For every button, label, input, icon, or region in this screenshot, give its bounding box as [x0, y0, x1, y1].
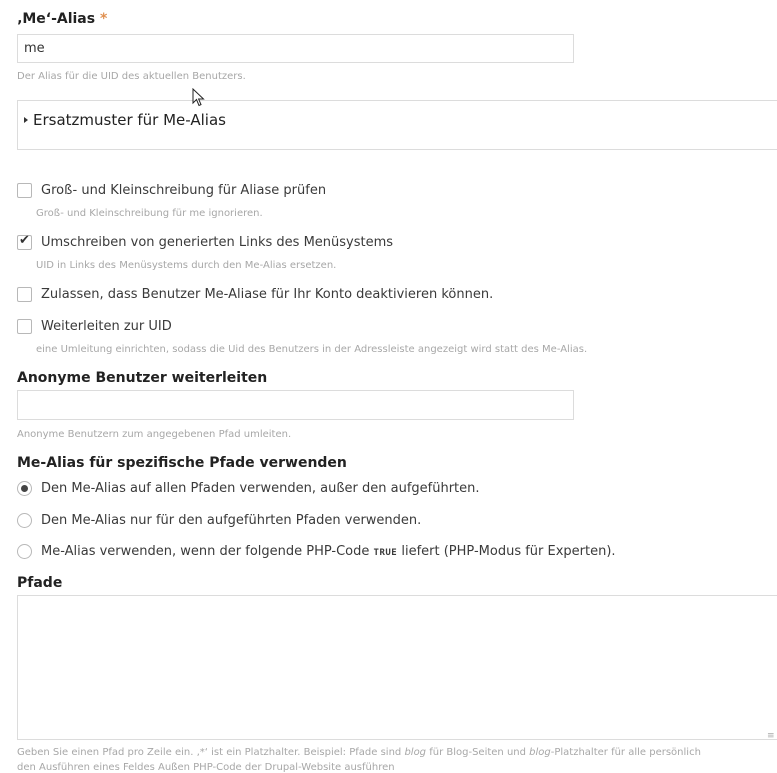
paths-label: Pfade: [17, 575, 63, 591]
me-alias-input[interactable]: [17, 34, 574, 63]
anonymous-redirect-input[interactable]: [17, 390, 574, 420]
resize-grip-icon[interactable]: ≡: [767, 731, 775, 741]
checkbox-redirect-uid-label[interactable]: Weiterleiten zur UID: [41, 319, 172, 334]
paths-description-em2: blog: [529, 747, 551, 758]
checkbox-rewrite-menu-links-description: UID in Links des Menüsystems durch den Me-Alias ersetzen.: [36, 260, 337, 271]
paths-description-part1: Geben Sie einen Pfad pro Zeile ein. ‚*‘ ist ein Platzhalter. Beispiel: Pfade sind: [17, 747, 405, 758]
radio-only-listed-label[interactable]: Den Me-Alias nur für den aufgeführten Pfaden verwenden.: [41, 513, 422, 528]
radio-php-label-after: liefert (PHP-Modus für Experten).: [401, 544, 616, 559]
radio-all-except[interactable]: [17, 481, 32, 496]
paths-description-part2: für Blog-Seiten und: [426, 747, 530, 758]
checkbox-allow-disable[interactable]: [17, 287, 32, 302]
php-true-code: TRUE: [373, 548, 398, 558]
me-alias-description: Der Alias für die UID des aktuellen Benutzers.: [17, 71, 246, 82]
replacement-patterns-summary: Ersatzmuster für Me-Alias: [33, 111, 226, 129]
required-mark: *: [99, 11, 108, 27]
radio-php-label-before: Me-Alias verwenden, wenn der folgende PHP-Code: [41, 544, 370, 559]
checkbox-redirect-uid[interactable]: [17, 319, 32, 334]
collapsed-triangle-icon: [24, 117, 28, 123]
checkbox-allow-disable-label[interactable]: Zulassen, dass Benutzer Me-Aliase für Ihr Konto deaktivieren können.: [41, 287, 494, 302]
checkbox-redirect-uid-description: eine Umleitung einrichten, sodass die Uid des Benutzers in der Adressleiste angezeigt wird statt des Me-Alias.: [36, 344, 588, 355]
checkbox-case-sensitive[interactable]: [17, 183, 32, 198]
radio-php-code-label[interactable]: [41, 544, 616, 559]
radio-all-except-label[interactable]: Den Me-Alias auf allen Pfaden verwenden, außer den aufgeführten.: [41, 481, 480, 496]
replacement-patterns-fieldset: [17, 100, 777, 150]
checkmark-icon: ✔: [19, 233, 30, 248]
anonymous-redirect-description: Anonyme Benutzern zum angegebenen Pfad umleiten.: [17, 429, 292, 440]
radio-selected-dot: [21, 485, 28, 492]
paths-description: [17, 747, 701, 758]
checkbox-case-sensitive-description: Groß- und Kleinschreibung für me ignorieren.: [36, 208, 263, 219]
me-alias-label: [17, 11, 107, 27]
paths-description-em1: blog: [404, 747, 427, 758]
path-mode-label: Me-Alias für spezifische Pfade verwenden: [17, 455, 347, 471]
checkbox-rewrite-menu-links-label[interactable]: Umschreiben von generierten Links des Menüsystems: [41, 235, 394, 250]
mouse-pointer-icon: [192, 88, 206, 108]
radio-php-code[interactable]: [17, 544, 32, 559]
paths-description-part3: -Platzhalter für alle persönlich: [550, 747, 701, 758]
paths-description-line2: den Ausführen eines Feldes Außen PHP-Code der Drupal-Website ausführen: [17, 762, 395, 773]
checkbox-rewrite-menu-links[interactable]: [17, 235, 32, 250]
anonymous-redirect-label: Anonyme Benutzer weiterleiten: [17, 370, 268, 386]
replacement-patterns-toggle[interactable]: [24, 111, 226, 129]
me-alias-label-text: ‚Me‘-Alias: [17, 11, 96, 27]
paths-textarea[interactable]: [17, 595, 777, 740]
checkbox-case-sensitive-label[interactable]: Groß- und Kleinschreibung für Aliase prüfen: [41, 183, 327, 198]
radio-only-listed[interactable]: [17, 513, 32, 528]
